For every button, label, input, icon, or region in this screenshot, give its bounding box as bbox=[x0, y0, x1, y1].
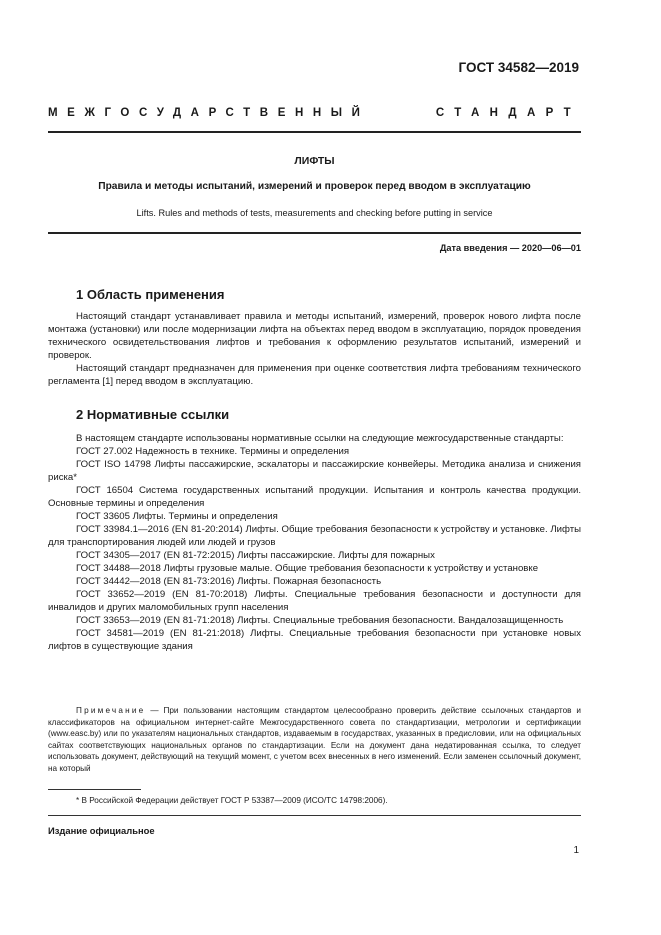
section-2-heading: 2 Нормативные ссылки bbox=[76, 407, 230, 422]
standard-banner bbox=[48, 107, 581, 119]
reference-item: ГОСТ 27.002 Надежность в технике. Термины и определения bbox=[76, 446, 350, 457]
reference-item: ГОСТ 34581—2019 (EN 81-21:2018) Лифты. Специальные требования безопасности при установке новых лифтов в существующие здания bbox=[48, 628, 581, 652]
page-number: 1 bbox=[573, 845, 579, 856]
header-rule bbox=[48, 131, 581, 133]
document-subtitle: Правила и методы испытаний, измерений и проверок перед вводом в эксплуатацию bbox=[98, 181, 531, 192]
banner-word-interstate: МЕЖГОСУДАРСТВЕННЫЙ bbox=[48, 107, 370, 119]
reference-item: ГОСТ 33653—2019 (EN 81-71:2018) Лифты. Специальные требования безопасности. Вандалозащищенность bbox=[76, 615, 564, 626]
introduction-date: Дата введения — 2020—06—01 bbox=[439, 243, 581, 253]
footer-rule bbox=[48, 815, 581, 816]
section-1-paragraph: Настоящий стандарт устанавливает правила и методы испытаний, измерений, проверок нового лифта после монтажа (установки) или после модернизации лифта на объектах перед вводом в эксплуатацию, порядок проведения технического освидетельствования лифтов и требования к оформлению результатов испытаний, измерений и проверок. bbox=[48, 311, 581, 361]
section-1-heading: 1 Область применения bbox=[76, 287, 225, 302]
references-intro: В настоящем стандарте использованы нормативные ссылки на следующие межгосударственные стандарты: bbox=[76, 433, 564, 444]
official-edition-label: Издание официальное bbox=[48, 825, 155, 836]
note-text: — При пользовании настоящим стандартом целесообразно проверить действие ссылочных стандартов и классификаторов на официальном интернет-сайте Межгосударственного совета по стандартизации, метрологии и сертификации (www.easc.by) или по указателям национальных стандартов, издаваемым в государствах, указанных в предисловии, или на официальных сайтах соответствующих национальных органов по стандартизации. Если на документ дана недатированная ссылка, то следует использовать документ, действующий на текущий момент, с учетом всех внесенных в него изменений. Если заменен ссылочный документ, на который bbox=[48, 706, 581, 773]
reference-item: ГОСТ 16504 Система государственных испытаний продукции. Испытания и контроль качества продукции. Основные термины и определения bbox=[48, 485, 581, 509]
normative-references bbox=[48, 432, 581, 653]
references-note bbox=[48, 705, 581, 774]
footnote-separator bbox=[48, 789, 141, 790]
reference-item: ГОСТ 33984.1—2016 (EN 81-20:2014) Лифты. Общие требования безопасности к устройству и установке. Лифты для транспортирования людей или людей и грузов bbox=[48, 524, 581, 548]
reference-item: ГОСТ 34488—2018 Лифты грузовые малые. Общие требования безопасности к устройству и установке bbox=[76, 563, 539, 574]
reference-item: ГОСТ 34305—2017 (EN 81-72:2015) Лифты пассажирские. Лифты для пожарных bbox=[76, 550, 435, 561]
note-label: Примечание bbox=[76, 706, 146, 715]
footnote: * В Российской Федерации действует ГОСТ Р 53387—2009 (ИСО/ТС 14798:2006). bbox=[76, 796, 388, 805]
reference-item: ГОСТ 33652—2019 (EN 81-70:2018) Лифты. Специальные требования безопасности и доступности для инвалидов и других маломобильных групп населения bbox=[48, 589, 581, 613]
english-title: Lifts. Rules and methods of tests, measurements and checking before putting in service bbox=[136, 208, 493, 218]
title-rule bbox=[48, 232, 581, 234]
document-title: ЛИФТЫ bbox=[294, 155, 335, 167]
reference-item: ГОСТ 33605 Лифты. Термины и определения bbox=[76, 511, 278, 522]
section-1-body bbox=[48, 310, 581, 388]
reference-item: ГОСТ 34442—2018 (EN 81-73:2016) Лифты. Пожарная безопасность bbox=[76, 576, 382, 587]
reference-item: ГОСТ ISO 14798 Лифты пассажирские, эскалаторы и пассажирские конвейеры. Методика анализа и снижения риска* bbox=[48, 459, 581, 483]
banner-word-standard: СТАНДАРТ bbox=[435, 107, 581, 119]
document-code: ГОСТ 34582—2019 bbox=[458, 60, 579, 75]
section-1-paragraph: Настоящий стандарт предназначен для применения при оценке соответствия лифта требованиям технического регламента [1] перед вводом в эксплуатацию. bbox=[48, 363, 581, 387]
